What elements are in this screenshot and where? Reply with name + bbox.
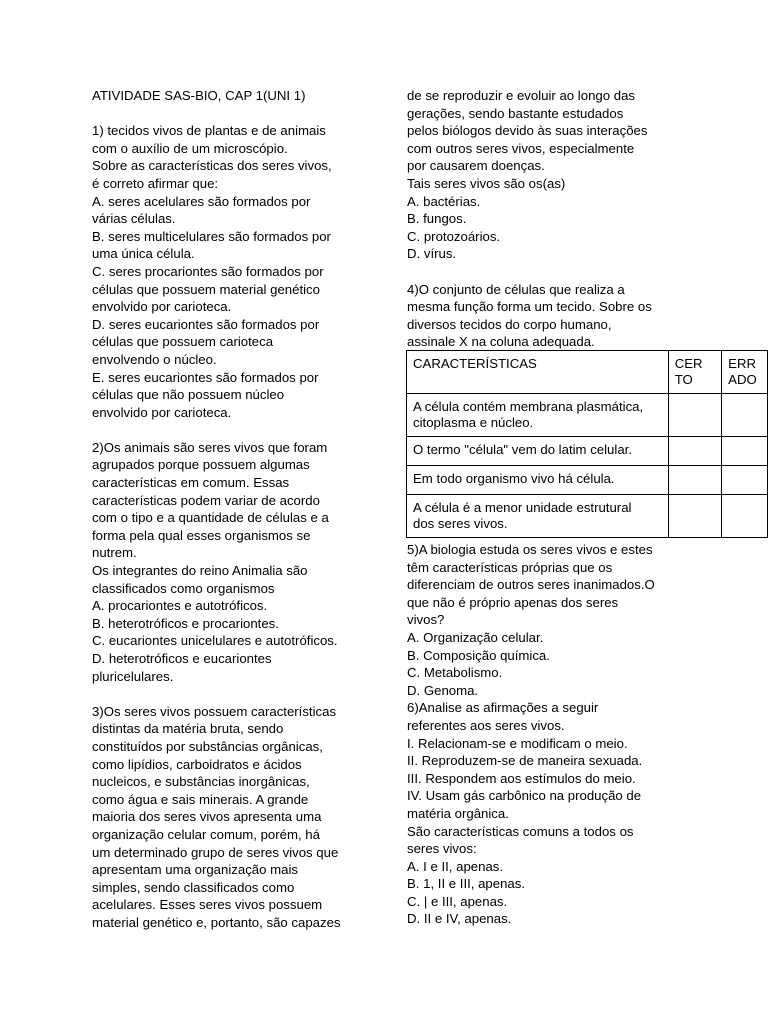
wrong-checkbox-cell[interactable] <box>722 437 768 466</box>
text-line: B. 1, II e III, apenas. <box>407 876 526 892</box>
text-line: nucleicos, e substâncias inorgânicas, <box>92 774 310 790</box>
text-line: matéria orgânica. <box>407 805 509 821</box>
text-line: simples, sendo classificados como <box>92 879 295 895</box>
text-line: pelos biólogos devido às suas interações <box>407 123 648 139</box>
text-line: 2)Os animais são seres vivos que foram <box>92 439 328 455</box>
text-line: com o auxílio de um microscópio. <box>92 140 288 156</box>
wrong-checkbox-cell[interactable] <box>722 466 768 495</box>
text-line: D. Genoma. <box>407 682 479 698</box>
row-statement: A célula é a menor unidade estrutural dos seres vivos. <box>407 495 669 538</box>
text-line: distintas da matéria bruta, sendo <box>92 721 284 737</box>
header-wrong: ERR ADO <box>722 351 768 394</box>
text-line: Os integrantes do reino Animalia são <box>92 563 308 579</box>
header-right: CER TO <box>668 351 721 394</box>
text-line: agrupados porque possuem algumas <box>92 457 310 473</box>
text-line: 4)O conjunto de células que realiza a <box>407 281 625 297</box>
text-line: C. seres procariontes são formados por <box>92 263 324 279</box>
text-line: D. heterotróficos e eucariontes <box>92 651 272 666</box>
blank-line <box>92 105 374 123</box>
text-line: B. fungos. <box>407 211 467 227</box>
text-line: uma única célula. <box>92 246 195 262</box>
text-line: acelulares. Esses seres vivos possuem <box>92 897 323 913</box>
right-column-top <box>407 87 682 351</box>
text-line: como lipídios, carboidratos e ácidos <box>92 756 302 772</box>
header-characteristics: CARACTERÍSTICAS <box>407 351 669 394</box>
text-line: D. seres eucariontes são formados por <box>92 316 320 332</box>
text-line: vivos? <box>407 612 445 628</box>
table-row <box>407 437 768 466</box>
text-line: B. seres multicelulares são formados por <box>92 228 331 244</box>
text-line: D. vírus. <box>407 246 457 262</box>
text-line: C. Metabolismo. <box>407 665 503 681</box>
text-line: 6)Analise as afirmações a seguir <box>407 700 599 716</box>
text-line: A. seres acelulares são formados por <box>92 193 311 209</box>
text-line: células que possuem carioteca <box>92 334 274 350</box>
text-line: material genético e, portanto, são capazes <box>92 914 341 930</box>
text-line: é correto afirmar que: <box>92 175 219 191</box>
text-line: C. eucariontes unicelulares e autotróficos. <box>92 633 338 649</box>
text-line: pluricelulares. <box>92 668 174 684</box>
text-line: A. procariontes e autotróficos. <box>92 598 268 614</box>
text-line: E. seres eucariontes são formados por <box>92 369 319 385</box>
text-line: diversos tecidos do corpo humano, <box>407 316 612 332</box>
wrong-checkbox-cell[interactable] <box>722 394 768 437</box>
text-line: forma pela qual esses organismos se <box>92 527 311 543</box>
text-line: IV. Usam gás carbônico na produção de <box>407 788 642 804</box>
right-column-bottom <box>407 541 682 928</box>
text-line: por causarem doenças. <box>407 158 545 174</box>
text-line: envolvido por carioteca. <box>92 404 232 420</box>
text-line: que não é próprio apenas dos seres <box>407 594 619 610</box>
text-line: B. heterotróficos e procariontes. <box>92 615 279 631</box>
text-line: de se reproduzir e evoluir ao longo das <box>407 88 635 103</box>
text-line: envolvendo o núcleo. <box>92 351 217 367</box>
text-line: apresentam uma organização mais <box>92 862 298 878</box>
right-checkbox-cell[interactable] <box>668 394 721 437</box>
text-line: Sobre as características dos seres vivos, <box>92 158 332 174</box>
text-line: II. Reproduzem-se de maneira sexuada. <box>407 753 643 769</box>
right-checkbox-cell[interactable] <box>668 466 721 495</box>
table-row <box>407 495 768 538</box>
text-line: III. Respondem aos estímulos do meio. <box>407 770 636 786</box>
text-line: mesma função forma um tecido. Sobre os <box>407 299 652 315</box>
blank-line <box>407 263 682 281</box>
text-line: gerações, sendo bastante estudados <box>407 105 624 121</box>
text-line: assinale X na coluna adequada. <box>407 334 595 350</box>
table-row <box>407 394 768 437</box>
text-line: várias células. <box>92 211 176 227</box>
wrong-checkbox-cell[interactable] <box>722 495 768 538</box>
text-line: células que não possuem núcleo <box>92 387 285 403</box>
text-line: C. | e III, apenas. <box>407 893 508 909</box>
text-line: organização celular comum, porém, há <box>92 826 320 842</box>
text-line: D. II e IV, apenas. <box>407 911 512 927</box>
text-line: como água e sais minerais. A grande <box>92 791 309 807</box>
text-line: I. Relacionam-se e modificam o meio. <box>407 735 628 751</box>
text-line: C. protozoários. <box>407 228 501 244</box>
table-header-row <box>407 351 768 394</box>
characteristics-table <box>406 350 768 538</box>
row-statement: O termo "célula" vem do latim celular. <box>407 437 669 466</box>
text-line: nutrem. <box>92 545 137 561</box>
text-line: A. I e II, apenas. <box>407 858 504 874</box>
text-line: envolvido por carioteca. <box>92 299 232 315</box>
text-line: 1) tecidos vivos de plantas e de animais <box>92 123 326 139</box>
text-line: ATIVIDADE SAS-BIO, CAP 1(UNI 1) <box>92 88 306 103</box>
text-line: com outros seres vivos, especialmente <box>407 140 635 156</box>
blank-line <box>92 685 374 703</box>
text-line: referentes aos seres vivos. <box>407 717 565 733</box>
table-row <box>407 466 768 495</box>
text-line: constituídos por substâncias orgânicas, <box>92 738 323 754</box>
text-line: com o tipo e a quantidade de células e a <box>92 510 329 526</box>
text-line: A. Organização celular. <box>407 629 544 645</box>
text-line: seres vivos: <box>407 841 477 857</box>
text-line: características podem variar de acordo <box>92 492 320 508</box>
text-line: São características comuns a todos os <box>407 823 634 839</box>
blank-line <box>92 421 374 439</box>
text-line: características em comum. Essas <box>92 475 290 491</box>
right-checkbox-cell[interactable] <box>668 495 721 538</box>
text-line: têm características próprias que os <box>407 559 613 575</box>
row-statement: A célula contém membrana plasmática, citoplasma e núcleo. <box>407 394 669 437</box>
text-line: B. Composição química. <box>407 647 550 663</box>
text-line: 3)Os seres vivos possuem características <box>92 703 337 719</box>
row-statement: Em todo organismo vivo há célula. <box>407 466 669 495</box>
text-line: diferenciam de outros seres inanimados.O <box>407 577 655 593</box>
text-line: A. bactérias. <box>407 193 481 209</box>
left-column <box>92 87 374 932</box>
text-line: maioria dos seres vivos apresenta uma <box>92 809 322 825</box>
text-line: células que possuem material genético <box>92 281 320 297</box>
text-line: Tais seres vivos são os(as) <box>407 175 566 191</box>
text-line: classificados como organismos <box>92 580 275 596</box>
right-checkbox-cell[interactable] <box>668 437 721 466</box>
text-line: 5)A biologia estuda os seres vivos e estes <box>407 542 653 557</box>
text-line: um determinado grupo de seres vivos que <box>92 844 339 860</box>
